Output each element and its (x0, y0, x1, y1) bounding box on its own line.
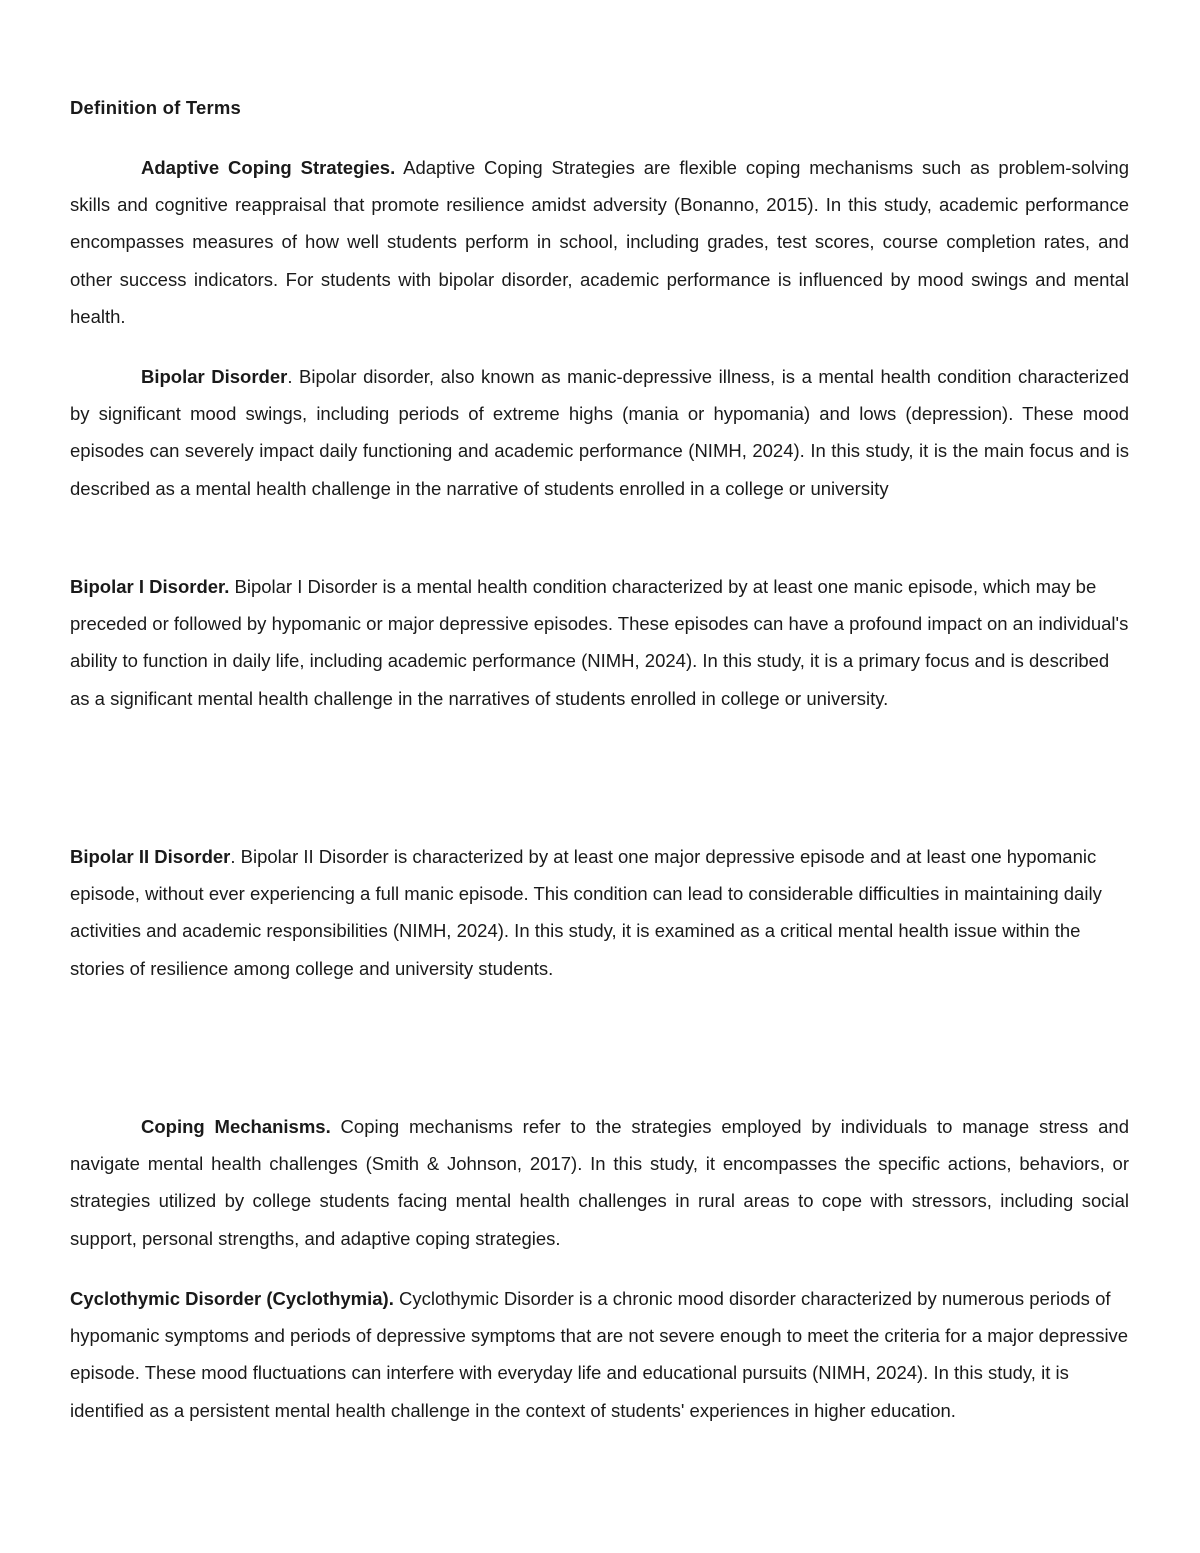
definition-paragraph-adaptive-coping (70, 149, 1129, 335)
definition-paragraph-coping-mechanisms (70, 1108, 1129, 1257)
page-heading: Definition of Terms (70, 97, 241, 118)
definition-paragraph-bipolar-i (70, 568, 1129, 717)
term-label: Bipolar Disorder (141, 366, 288, 387)
term-label: Cyclothymic Disorder (Cyclothymia). (70, 1288, 394, 1309)
definition-text: Adaptive Coping Strategies are flexible coping mechanisms such as problem-solving skills and cognitive reappraisal that promote resilience amidst adversity (Bonanno, 2015). In this study, academic performance encompasses measures of how well students perform in school, including grades, test scores, course completion rates, and other success indicators. For students with bipolar disorder, academic performance is influenced by mood swings and mental health. (70, 157, 1129, 327)
definition-text: . Bipolar disorder, also known as manic-depressive illness, is a mental health condition characterized by significant mood swings, including periods of extreme highs (mania or hypomania) and lows (depression). These mood episodes can severely impact daily functioning and academic performance (NIMH, 2024). In this study, it is the main focus and is described as a mental health challenge in the narrative of students enrolled in a college or university (70, 366, 1130, 499)
definition-text: Bipolar I Disorder is a mental health condition characterized by at least one manic episode, which may be preceded or followed by hypomanic or major depressive episodes. These episodes can have a profound impact on an individual's ability to function in daily life, including academic performance (NIMH, 2024). In this study, it is a primary focus and is described as a significant mental health challenge in the narratives of students enrolled in college or university. (70, 576, 1129, 709)
definition-text: Cyclothymic Disorder is a chronic mood disorder characterized by numerous periods of hypomanic symptoms and periods of depressive symptoms that are not severe enough to meet the criteria for a major depressive episode. These mood fluctuations can interfere with everyday life and educational pursuits (NIMH, 2024). In this study, it is identified as a persistent mental health challenge in the context of students' experiences in higher education. (70, 1288, 1129, 1421)
definition-paragraph-bipolar-ii (70, 838, 1129, 987)
term-label: Bipolar I Disorder. (70, 576, 230, 597)
definition-paragraph-bipolar-disorder (70, 358, 1129, 507)
definition-text: . Bipolar II Disorder is characterized by at least one major depressive episode and at least one hypomanic episode, without ever experiencing a full manic episode. This condition can lead to considerable difficulties in maintaining daily activities and academic responsibilities (NIMH, 2024). In this study, it is examined as a critical mental health issue within the stories of resilience among college and university students. (70, 846, 1102, 979)
term-label: Bipolar II Disorder (70, 846, 231, 867)
definition-paragraph-cyclothymic-disorder (70, 1280, 1129, 1429)
term-label: Coping Mechanisms. (141, 1116, 331, 1137)
definition-text: Coping mechanisms refer to the strategies employed by individuals to manage stress and navigate mental health challenges (Smith & Johnson, 2017). In this study, it encompasses the specific actions, behaviors, or strategies utilized by college students facing mental health challenges in rural areas to cope with stressors, including social support, personal strengths, and adaptive coping strategies. (70, 1116, 1129, 1249)
term-label: Adaptive Coping Strategies. (141, 157, 396, 178)
